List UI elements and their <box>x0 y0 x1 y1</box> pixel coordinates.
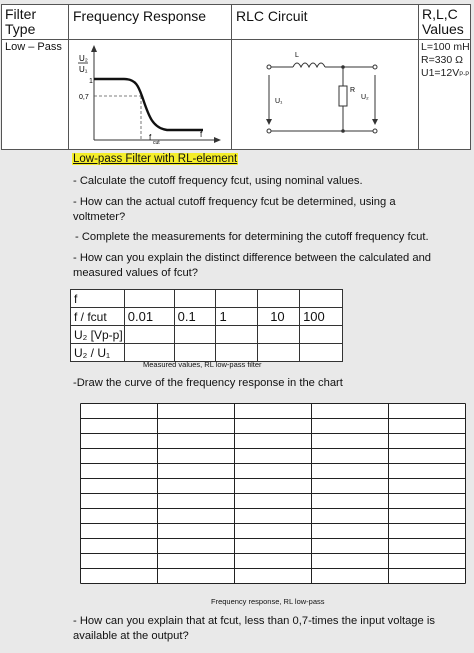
y-axis-arrow-icon <box>91 45 97 52</box>
y-tick-07: 0,7 <box>79 94 89 101</box>
value-input-voltage-main: U1=12V <box>421 67 460 79</box>
input-cell[interactable] <box>124 290 174 308</box>
input-cell[interactable] <box>174 344 216 362</box>
ratio-value: 100 <box>300 308 343 326</box>
ratio-value: 0.01 <box>124 308 174 326</box>
input-cell[interactable] <box>258 326 300 344</box>
section-title: Low-pass Filter with RL-element <box>73 153 238 165</box>
output-terminal-bottom <box>373 129 377 133</box>
header-filter-type-line1: Filter <box>5 6 37 22</box>
input-cell[interactable] <box>300 344 343 362</box>
junction-bottom <box>341 129 345 133</box>
value-input-voltage-sub: P-P <box>459 72 470 78</box>
u2-label: U₂ <box>361 94 369 101</box>
u1-arrow-icon <box>266 119 272 125</box>
draw-instruction: -Draw the curve of the frequency response in the chart <box>73 377 343 389</box>
task-explain-difference <box>73 251 431 281</box>
junction-top <box>341 65 345 69</box>
final-question <box>73 614 435 644</box>
resistor-label: R <box>350 87 356 94</box>
input-cell[interactable] <box>258 344 300 362</box>
header-filter-type-line2: Type <box>5 21 36 37</box>
component-values-cell <box>421 41 470 82</box>
header-values <box>422 7 464 37</box>
input-cell[interactable] <box>174 326 216 344</box>
input-cell[interactable] <box>124 326 174 344</box>
task-explain-difference-line2: measured values of fcut? <box>73 267 198 279</box>
table-row <box>71 290 343 308</box>
task-determine-cutoff-line2: voltmeter? <box>73 211 126 223</box>
ratio-value: 0.1 <box>174 308 216 326</box>
row-label-u2: U₂ [Vp-p] <box>71 326 125 344</box>
input-cell[interactable] <box>216 344 258 362</box>
x-label-fcut: f <box>149 133 152 142</box>
task-complete-measurements: - Complete the measurements for determining the cutoff frequency fcut. <box>75 231 429 243</box>
output-terminal-top <box>373 65 377 69</box>
header-frequency-response: Frequency Response <box>73 8 207 24</box>
frequency-response-sketch <box>69 41 229 147</box>
value-input-voltage <box>421 67 470 82</box>
input-cell[interactable] <box>216 326 258 344</box>
header-values-line1: R,L,C <box>422 6 458 22</box>
input-cell[interactable] <box>258 290 300 308</box>
blank-response-chart-grid[interactable] <box>80 403 466 584</box>
rl-circuit-diagram <box>233 41 417 147</box>
task-determine-cutoff-line1: - How can the actual cutoff frequency fcut be determined, using a <box>73 196 396 208</box>
input-cell[interactable] <box>216 290 258 308</box>
value-inductance: L=100 mH <box>421 41 470 53</box>
header-filter-type <box>5 7 36 37</box>
measurement-table <box>70 289 343 362</box>
table-row <box>71 344 343 362</box>
chart-caption: Frequency response, RL low-pass <box>211 597 325 606</box>
response-curve <box>94 79 203 130</box>
final-question-line1: - How can you explain that at fcut, less than 0,7-times the input voltage is <box>73 615 435 627</box>
input-terminal-top <box>267 65 271 69</box>
x-axis-arrow-icon <box>214 137 221 143</box>
y-tick-one: 1 <box>89 78 93 85</box>
u1-label: U₁ <box>275 98 283 105</box>
u2-arrow-icon <box>372 119 378 125</box>
task-explain-difference-line1: - How can you explain the distinct difference between the calculated and <box>73 252 432 264</box>
inductor-label: L <box>295 52 299 59</box>
row-label-f-ratio: f / fcut <box>71 308 125 326</box>
x-label-fcut-sub: cut <box>153 140 160 146</box>
task-calculate-cutoff: - Calculate the cutoff frequency fcut, using nominal values. <box>73 175 363 187</box>
table-row <box>71 326 343 344</box>
ratio-value: 1 <box>216 308 258 326</box>
header-values-line2: Values <box>422 21 464 37</box>
y-label-bottom: U₁ <box>79 65 88 74</box>
input-terminal-bottom <box>267 129 271 133</box>
final-question-line2: available at the output? <box>73 630 189 642</box>
ratio-value: 10 <box>258 308 300 326</box>
filter-summary-table <box>1 4 471 150</box>
input-cell[interactable] <box>174 290 216 308</box>
inductor-symbol <box>293 63 325 67</box>
value-resistance: R=330 Ω <box>421 54 463 66</box>
filter-type-cell: Low – Pass <box>5 41 62 53</box>
x-axis-label: f <box>200 130 203 139</box>
task-determine-cutoff <box>73 195 396 225</box>
resistor-symbol <box>339 86 347 106</box>
row-label-u2-u1: U₂ / U₁ <box>71 344 125 362</box>
row-label-frequency: f <box>71 290 125 308</box>
input-cell[interactable] <box>300 290 343 308</box>
header-rlc-circuit: RLC Circuit <box>236 8 308 24</box>
input-cell[interactable] <box>300 326 343 344</box>
measurement-table-caption: Measured values, RL low-pass filter <box>143 360 262 369</box>
input-cell[interactable] <box>124 344 174 362</box>
y-label-top: U₂ <box>79 54 88 63</box>
table-row <box>71 308 343 326</box>
